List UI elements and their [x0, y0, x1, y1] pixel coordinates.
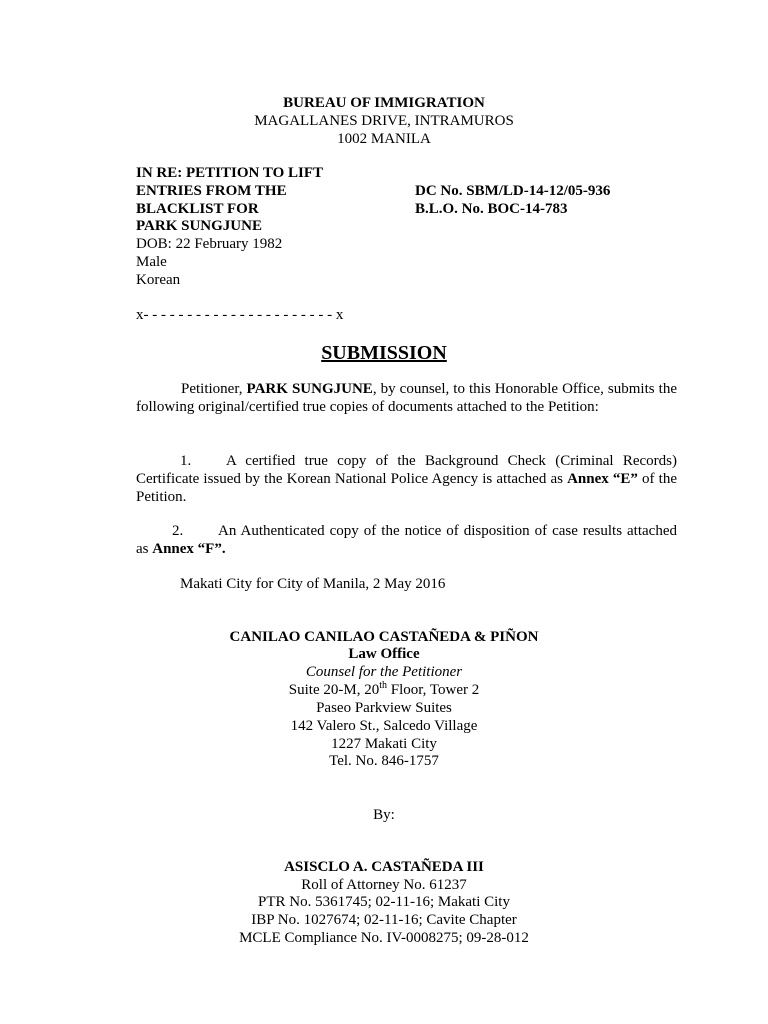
caption-sex: Male: [136, 254, 167, 270]
dc-number: DC No. SBM/LD-14-12/05-936: [415, 183, 611, 199]
intro-paragraph: [136, 380, 677, 416]
blo-number: B.L.O. No. BOC-14-783: [415, 201, 568, 217]
by-label: By:: [373, 807, 395, 823]
intro-prefix: Petitioner,: [181, 381, 247, 397]
intro-suffix: , by counsel, to this Honorable Office, submits the following original/certified true copies of documents attached to the Petition:: [136, 381, 677, 415]
firm-street: 142 Valero St., Salcedo Village: [290, 718, 478, 734]
firm-type: Law Office: [348, 646, 420, 662]
item-number: 1.: [180, 453, 192, 469]
agency-address-line2: 1002 MANILA: [337, 131, 431, 147]
item-text: A certified true copy of the Background Check (Criminal Records) Certificate issued by the Korean National Police Agency is attached as: [136, 453, 677, 487]
item-text: An Authenticated copy of the notice of disposition of case results attached as: [136, 523, 677, 557]
agency-name: BUREAU OF IMMIGRATION: [283, 95, 485, 111]
caption-line1: IN RE: PETITION TO LIFT: [136, 165, 323, 181]
caption-line3: BLACKLIST FOR: [136, 201, 259, 217]
place-date: Makati City for City of Manila, 2 May 2016: [180, 576, 446, 592]
signatory-name: ASISCLO A. CASTAÑEDA III: [284, 859, 484, 875]
caption-dob: DOB: 22 February 1982: [136, 236, 283, 252]
agency-address-line1: MAGALLANES DRIVE, INTRAMUROS: [254, 113, 514, 129]
caption-line4: PARK SUNGJUNE: [136, 218, 262, 234]
ibp-number: IBP No. 1027674; 02-11-16; Cavite Chapter: [251, 912, 517, 928]
annex-label: Annex “E”: [567, 471, 638, 487]
firm-name: CANILAO CANILAO CASTAÑEDA & PIÑON: [229, 629, 539, 645]
item-tail: of the Petition.: [136, 471, 677, 505]
item-number: 2.: [172, 523, 184, 539]
ptr-number: PTR No. 5361745; 02-11-16; Makati City: [258, 894, 510, 910]
annex-label: Annex “F”.: [152, 541, 226, 557]
petitioner-name: PARK SUNGJUNE: [246, 381, 373, 397]
mcle-number: MCLE Compliance No. IV-0008275; 09-28-012: [239, 930, 529, 946]
roll-of-attorney: Roll of Attorney No. 61237: [301, 877, 467, 893]
counsel-role: Counsel for the Petitioner: [305, 664, 463, 680]
firm-suite: Suite 20-M, 20th Floor, Tower 2: [288, 680, 480, 698]
caption-separator: x- - - - - - - - - - - - - - - - - - - - - - x: [136, 307, 344, 323]
caption-nationality: Korean: [136, 272, 181, 288]
list-item: [136, 522, 677, 558]
firm-city: 1227 Makati City: [331, 736, 437, 752]
document-title: SUBMISSION: [321, 342, 447, 364]
caption-line2: ENTRIES FROM THE: [136, 183, 287, 199]
firm-telephone: Tel. No. 846-1757: [329, 753, 439, 769]
list-item: [136, 452, 677, 506]
firm-building: Paseo Parkview Suites: [316, 700, 452, 716]
